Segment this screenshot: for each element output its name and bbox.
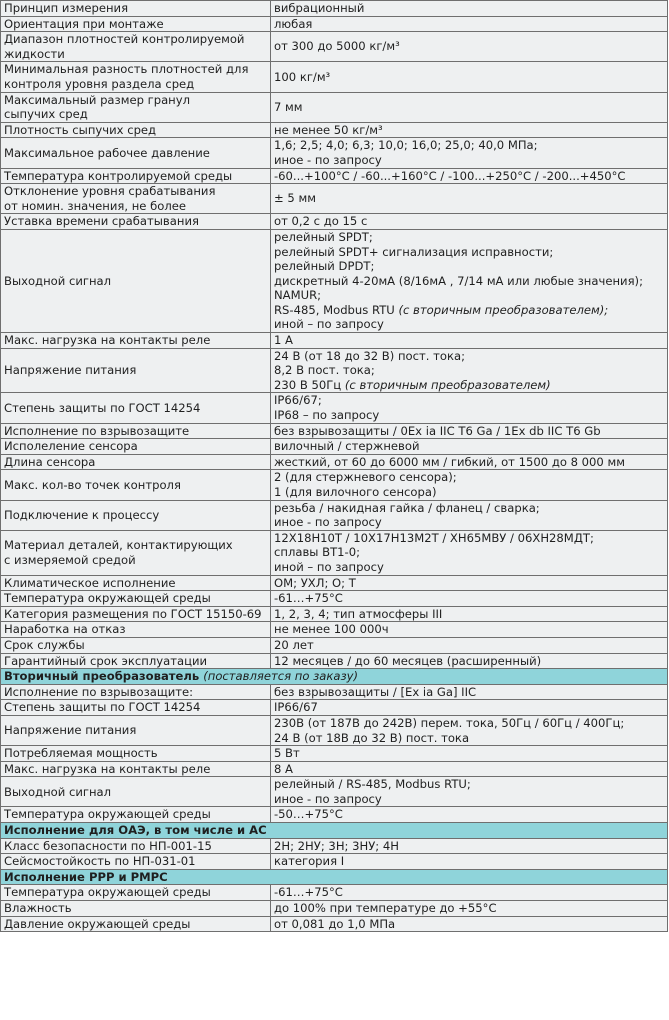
parameter-value-text: иное - по запросу (274, 515, 382, 530)
parameter-value-text: 1, 2, 3, 4; тип атмосферы III (274, 606, 443, 621)
parameter-value-text: без взрывозащиты / [Ex ia Ga] IIC (274, 684, 477, 699)
parameter-value-line (274, 654, 667, 669)
parameter-value-text: -61…+75°C (274, 885, 343, 900)
section-header-row (1, 823, 668, 839)
spec-row (1, 885, 668, 901)
parameter-name-line: Макс. нагрузка на контакты реле (4, 761, 211, 776)
parameter-value-line (274, 607, 667, 622)
spec-row (1, 715, 668, 745)
parameter-value-text: релейный DPDT; (274, 259, 375, 274)
parameter-name-line: Исполеление сенсора (4, 439, 138, 454)
section-title-text: Исполнение РРР и РМРС (4, 869, 168, 884)
spec-row (1, 700, 668, 716)
parameter-name-line: Ориентация при монтаже (4, 16, 164, 31)
parameter-value-text: дискретный 4-20мА (8/16мА , 7/14 мА или любые значения); (274, 273, 643, 288)
parameter-value-text: жесткий, от 60 до 6000 мм / гибкий, от 1500 до 8 000 мм (274, 454, 625, 469)
parameter-value-line (274, 807, 667, 822)
parameter-value (271, 746, 668, 762)
parameter-value-text: иной – по запросу (274, 559, 384, 574)
parameter-value-text: вибрационный (274, 1, 365, 15)
parameter-value (271, 622, 668, 638)
parameter-value-line (274, 363, 667, 378)
parameter-value-line (274, 700, 667, 715)
spec-row (1, 470, 668, 500)
parameter-name-line: Уставка времени срабатывания (4, 214, 199, 229)
parameter-value (271, 184, 668, 214)
parameter-name-line: Максимальное рабочее давление (4, 145, 210, 160)
spec-row (1, 637, 668, 653)
parameter-value (271, 168, 668, 184)
spec-row (1, 777, 668, 807)
parameter-name (1, 746, 271, 762)
parameter-name-line: Потребляемая мощность (4, 746, 158, 761)
parameter-value-line (274, 70, 667, 85)
parameter-value-line (274, 169, 667, 184)
parameter-name-line: Сейсмостойкость по НП-031-01 (4, 854, 196, 869)
parameter-name (1, 348, 271, 393)
parameter-value-line (274, 485, 667, 500)
parameter-name (1, 333, 271, 349)
parameter-value-text: 1 А (274, 333, 293, 348)
parameter-name (1, 439, 271, 455)
parameter-value-text: 1,6; 2,5; 4,0; 6,3; 10,0; 16,0; 25,0; 40,0 МПа; (274, 138, 538, 153)
parameter-value-text: IP66/67 (274, 700, 318, 715)
parameter-value (271, 138, 668, 168)
parameter-name-line: Выходной сигнал (4, 784, 112, 799)
parameter-value-text: 8,2 В пост. тока; (274, 363, 375, 378)
parameter-name (1, 700, 271, 716)
spec-row (1, 901, 668, 917)
parameter-value-text: вилочный / стержневой (274, 439, 420, 454)
parameter-value-note: (с вторичным преобразователем); (398, 302, 609, 317)
parameter-value-text: 24 В (от 18 до 32 В) пост. тока; (274, 348, 465, 363)
parameter-value-line (274, 501, 667, 516)
parameter-name-line: Длина сенсора (4, 454, 96, 469)
parameter-value (271, 916, 668, 932)
parameter-name (1, 715, 271, 745)
parameter-name-line: Исполнение по взрывозащите: (4, 684, 194, 699)
parameter-value-line (274, 591, 667, 606)
parameter-value (271, 591, 668, 607)
parameter-name-line: жидкости (4, 46, 65, 61)
parameter-value (271, 333, 668, 349)
parameter-value-text: 2 (для стержневого сенсора); (274, 470, 457, 485)
spec-row (1, 393, 668, 423)
spec-row (1, 854, 668, 870)
parameter-value-text: иной – по запросу (274, 317, 384, 332)
parameter-name-line: Подключение к процессу (4, 507, 160, 522)
parameter-value-line (274, 274, 667, 289)
parameter-value-line (274, 1, 667, 16)
parameter-value (271, 838, 668, 854)
section-title (1, 869, 668, 885)
spec-row (1, 184, 668, 214)
parameter-value-line (274, 17, 667, 32)
parameter-name-line: Температура окружающей среды (4, 807, 211, 822)
parameter-name (1, 138, 271, 168)
parameter-name (1, 229, 271, 332)
parameter-name (1, 16, 271, 32)
parameter-name-line: Степень защиты по ГОСТ 14254 (4, 700, 201, 715)
parameter-value-line (274, 762, 667, 777)
section-header-row (1, 669, 668, 685)
parameter-value-line (274, 901, 667, 916)
parameter-value-line (274, 777, 667, 792)
parameter-value-line (274, 191, 667, 206)
spec-row (1, 348, 668, 393)
parameter-value-text: сплавы ВТ1-0; (274, 545, 361, 560)
parameter-value-line (274, 792, 667, 807)
parameter-value (271, 348, 668, 393)
parameter-value-line (274, 123, 667, 138)
parameter-value-text: от 0,2 с до 15 с (274, 214, 368, 229)
parameter-value-line (274, 378, 667, 393)
parameter-value-text: RS-485, Modbus RTU (274, 302, 399, 317)
parameter-name-line: сыпучих сред (4, 107, 88, 122)
parameter-name (1, 423, 271, 439)
parameter-value-text: -60...+100°C / -60...+160°C / -100...+250°C / -200...+450°C (274, 168, 626, 183)
parameter-name-line: Диапазон плотностей контролируемой (4, 32, 245, 47)
parameter-value (271, 214, 668, 230)
parameter-value-text: 8 А (274, 761, 293, 776)
parameter-name-line: от номин. значения, не более (4, 198, 187, 213)
parameter-name-line: Принцип измерения (4, 1, 129, 15)
parameter-value-line (274, 424, 667, 439)
parameter-value-line (274, 153, 667, 168)
parameter-value-line (274, 303, 667, 318)
parameter-name-line: Климатическое исполнение (4, 575, 176, 590)
parameter-value-line (274, 716, 667, 731)
parameter-name-line: Давление окружающей среды (4, 916, 191, 931)
parameter-name-line: Макс. кол-во точек контроля (4, 477, 181, 492)
parameter-name-line: Напряжение питания (4, 723, 137, 738)
parameter-name (1, 637, 271, 653)
spec-row (1, 500, 668, 530)
parameter-value-text: IP66/67; (274, 393, 322, 408)
parameter-name (1, 838, 271, 854)
parameter-value (271, 715, 668, 745)
parameter-value (271, 575, 668, 591)
parameter-value (271, 393, 668, 423)
parameter-value-text: 230В (от 187В до 242В) перем. тока, 50Гц / 60Гц / 400Гц; (274, 715, 625, 730)
parameter-value-line (274, 245, 667, 260)
parameter-value-text: 24 В (от 18В до 32 В) пост. тока (274, 730, 470, 745)
parameter-value-text: иное - по запросу (274, 791, 382, 806)
parameter-name-line: с измеряемой средой (4, 552, 136, 567)
parameter-name-line: Исполнение по взрывозащите (4, 423, 190, 438)
parameter-value-line (274, 885, 667, 900)
parameter-value-line (274, 854, 667, 869)
parameter-value-text: иное - по запросу (274, 152, 382, 167)
parameter-value-text: 12 месяцев / до 60 месяцев (расширенный) (274, 653, 542, 668)
section-note: (поставляется по заказу) (203, 669, 359, 684)
parameter-value-line (274, 408, 667, 423)
parameter-name (1, 916, 271, 932)
parameter-name (1, 92, 271, 122)
parameter-name-line: Температура контролируемой среды (4, 168, 233, 183)
parameter-name-line: Минимальная разность плотностей для (4, 62, 249, 77)
parameter-value (271, 92, 668, 122)
parameter-value-text: 100 кг/м³ (274, 69, 331, 84)
spec-row (1, 622, 668, 638)
spec-row (1, 122, 668, 138)
spec-row (1, 16, 668, 32)
parameter-name-line: Плотность сыпучих сред (4, 122, 157, 137)
parameter-name (1, 500, 271, 530)
parameter-name (1, 854, 271, 870)
parameter-value-text: 2Н; 2НУ; 3Н; 3НУ; 4Н (274, 838, 399, 853)
spec-row (1, 606, 668, 622)
section-title (1, 669, 668, 685)
parameter-value-text: -50…+75°C (274, 807, 343, 822)
spec-row (1, 168, 668, 184)
parameter-value-text: 12Х18Н10Т / 10Х17Н13М2Т / ХН65МВУ / 06ХН28МДТ; (274, 530, 594, 545)
parameter-value-line (274, 138, 667, 153)
parameter-value (271, 32, 668, 62)
parameter-value (271, 423, 668, 439)
spec-row (1, 32, 668, 62)
specification-table-body (1, 1, 668, 932)
parameter-value-text: 20 лет (274, 637, 314, 652)
parameter-value-line (274, 470, 667, 485)
parameter-value-text: до 100% при температуре до +55°C (274, 901, 497, 916)
spec-row (1, 454, 668, 470)
parameter-name (1, 62, 271, 92)
section-title-text: Вторичный преобразователь (4, 669, 204, 684)
parameter-value-line (274, 39, 667, 54)
parameter-value (271, 229, 668, 332)
parameter-name (1, 901, 271, 917)
spec-row (1, 439, 668, 455)
parameter-value-line (274, 439, 667, 454)
parameter-value (271, 854, 668, 870)
parameter-value (271, 885, 668, 901)
parameter-name (1, 32, 271, 62)
parameter-value-line (274, 622, 667, 637)
parameter-value-line (274, 746, 667, 761)
parameter-value-text: резьба / накидная гайка / фланец / сварка; (274, 500, 540, 515)
spec-row (1, 575, 668, 591)
parameter-value (271, 439, 668, 455)
parameter-value-line (274, 349, 667, 364)
parameter-value-text: 230 В 50Гц (274, 377, 345, 392)
parameter-name (1, 168, 271, 184)
spec-row (1, 333, 668, 349)
parameter-value (271, 684, 668, 700)
spec-row (1, 591, 668, 607)
spec-row (1, 92, 668, 122)
spec-row (1, 653, 668, 669)
parameter-value-text: 7 мм (274, 99, 303, 114)
parameter-value-text: релейный SPDT; (274, 229, 373, 244)
parameter-value (271, 16, 668, 32)
parameter-value (271, 122, 668, 138)
parameter-value (271, 700, 668, 716)
parameter-value-line (274, 333, 667, 348)
parameter-value-text: от 0,081 до 1,0 МПа (274, 916, 396, 931)
spec-row (1, 138, 668, 168)
spec-row (1, 1, 668, 17)
parameter-value-text: IP68 – по запросу (274, 408, 380, 423)
parameter-name-line: Напряжение питания (4, 363, 137, 378)
parameter-value-note: (с вторичным преобразователем) (344, 377, 551, 392)
parameter-value-line (274, 259, 667, 274)
parameter-value (271, 500, 668, 530)
parameter-value-text: без взрывозащиты / 0Ex ia IIC T6 Ga / 1Ex db IIC T6 Gb (274, 423, 601, 438)
parameter-name (1, 1, 271, 17)
parameter-value (271, 761, 668, 777)
parameter-value-line (274, 230, 667, 245)
parameter-value-text: 1 (для вилочного сенсора) (274, 485, 437, 499)
parameter-name-line: Гарантийный срок эксплуатации (4, 653, 208, 668)
section-title-text: Исполнение для ОАЭ, в том числе и АС (4, 823, 267, 838)
spec-row (1, 761, 668, 777)
parameter-value-line (274, 731, 667, 746)
parameter-value-line (274, 515, 667, 530)
parameter-name (1, 606, 271, 622)
spec-row (1, 62, 668, 92)
parameter-value (271, 454, 668, 470)
parameter-name (1, 184, 271, 214)
parameter-name (1, 454, 271, 470)
spec-row (1, 746, 668, 762)
parameter-name-line: Максимальный размер гранул (4, 92, 191, 107)
section-header-row (1, 869, 668, 885)
parameter-name (1, 684, 271, 700)
parameter-value (271, 606, 668, 622)
parameter-value-line (274, 100, 667, 115)
spec-row (1, 684, 668, 700)
parameter-name (1, 885, 271, 901)
spec-row (1, 807, 668, 823)
parameter-name-line: Влажность (4, 901, 72, 916)
parameter-name (1, 653, 271, 669)
parameter-value-text: ОМ; УХЛ; О; Т (274, 575, 356, 590)
parameter-name (1, 807, 271, 823)
spec-row (1, 530, 668, 575)
parameter-value-line (274, 685, 667, 700)
spec-row (1, 229, 668, 332)
parameter-value-text: от 300 до 5000 кг/м³ (274, 39, 400, 54)
parameter-name-line: Температура окружающей среды (4, 591, 211, 606)
parameter-name-line: Температура окружающей среды (4, 885, 211, 900)
parameter-name-line: Срок службы (4, 637, 85, 652)
parameter-name-line: Степень защиты по ГОСТ 14254 (4, 400, 201, 415)
parameter-value-text: любая (274, 16, 313, 31)
parameter-value-line (274, 545, 667, 560)
parameter-value-line (274, 839, 667, 854)
parameter-value (271, 653, 668, 669)
parameter-name-line: Класс безопасности по НП-001-15 (4, 838, 212, 853)
parameter-name (1, 470, 271, 500)
parameter-name (1, 575, 271, 591)
parameter-value-line (274, 576, 667, 591)
parameter-name (1, 777, 271, 807)
parameter-value (271, 637, 668, 653)
parameter-name (1, 622, 271, 638)
parameter-value-line (274, 317, 667, 332)
section-title (1, 823, 668, 839)
parameter-value (271, 62, 668, 92)
spec-row (1, 916, 668, 932)
parameter-name-line: Отклонение уровня срабатывания (4, 184, 216, 199)
parameter-name-line: Выходной сигнал (4, 273, 112, 288)
parameter-name (1, 530, 271, 575)
parameter-value-text: релейный / RS-485, Modbus RTU; (274, 777, 471, 792)
parameter-value-line (274, 560, 667, 575)
parameter-value-line (274, 214, 667, 229)
parameter-value-text: 5 Вт (274, 746, 300, 761)
parameter-name (1, 761, 271, 777)
parameter-value (271, 901, 668, 917)
parameter-value (271, 470, 668, 500)
parameter-name (1, 122, 271, 138)
parameter-name-line: контроля уровня раздела сред (4, 76, 195, 91)
parameter-value-text: категория I (274, 854, 345, 869)
parameter-value (271, 807, 668, 823)
parameter-value-line (274, 288, 667, 303)
parameter-name (1, 591, 271, 607)
parameter-value-line (274, 455, 667, 470)
parameter-value (271, 1, 668, 17)
parameter-value-text: NAMUR; (274, 288, 322, 303)
parameter-value-text: -61…+75°C (274, 591, 343, 606)
parameter-name-line: Макс. нагрузка на контакты реле (4, 333, 211, 348)
spec-row (1, 214, 668, 230)
parameter-value-line (274, 638, 667, 653)
parameter-name (1, 214, 271, 230)
parameter-name-line: Наработка на отказ (4, 622, 126, 637)
parameter-value-line (274, 917, 667, 932)
parameter-name-line: Категория размещения по ГОСТ 15150-69 (4, 606, 262, 621)
parameter-value-line (274, 531, 667, 546)
parameter-value-text: ± 5 мм (274, 191, 316, 206)
parameter-value-text: релейный SPDT+ сигнализация исправности; (274, 244, 554, 259)
parameter-name-line: Материал деталей, контактирующих (4, 538, 233, 553)
parameter-value-line (274, 393, 667, 408)
parameter-name (1, 393, 271, 423)
spec-row (1, 423, 668, 439)
parameter-value (271, 777, 668, 807)
parameter-value (271, 530, 668, 575)
parameter-value-text: не менее 50 кг/м³ (274, 122, 383, 137)
spec-row (1, 838, 668, 854)
parameter-value-text: не менее 100 000ч (274, 622, 389, 637)
